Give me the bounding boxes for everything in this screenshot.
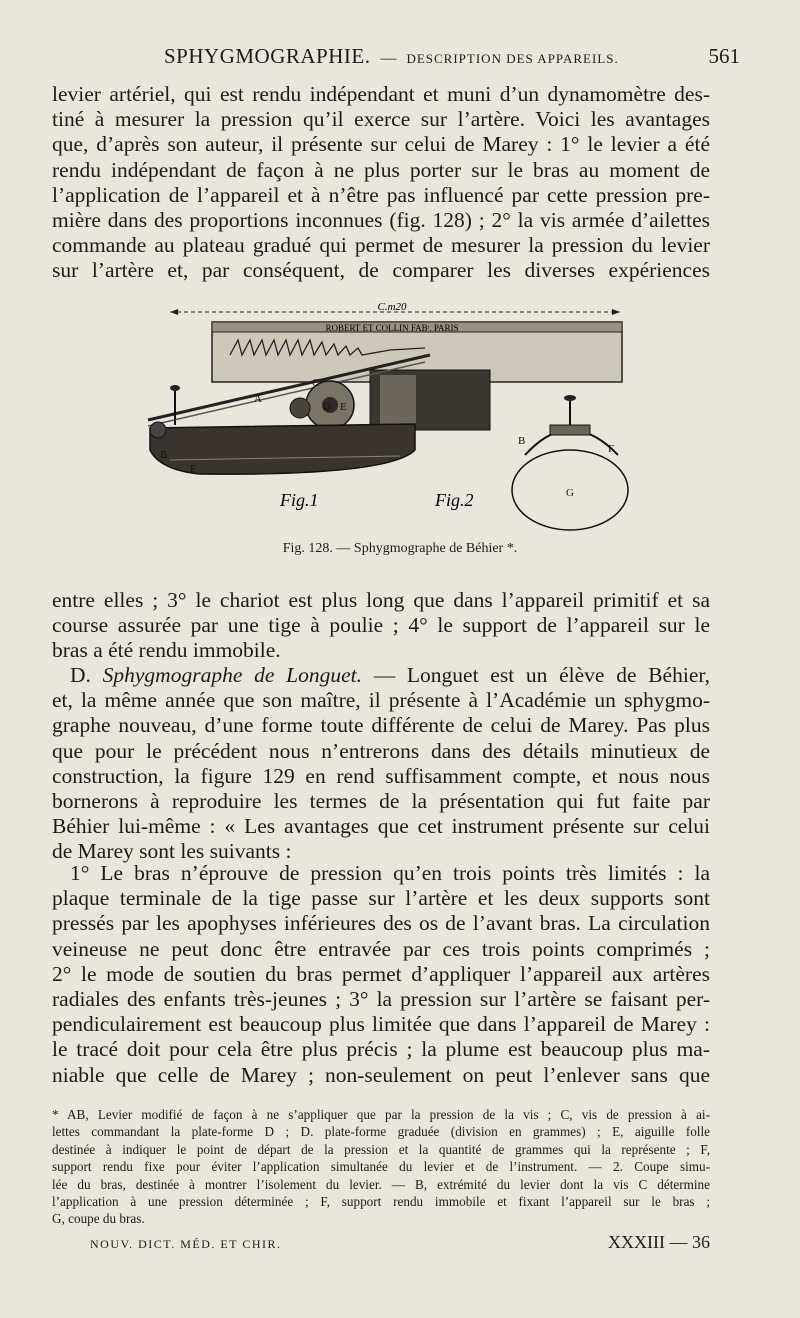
text-line: sur l’artère et, par conséquent, de comparer les diverses expériences (52, 258, 710, 283)
text-line: levier artériel, qui est rendu indépendant et muni d’un dynamomètre des- (52, 82, 710, 106)
section-label: D. (70, 663, 91, 687)
running-head-left (164, 44, 619, 69)
section-d (52, 663, 710, 865)
figure-letter: A (254, 393, 262, 405)
figure-letter: D (323, 401, 331, 413)
figure-2-label: Fig.2 (435, 490, 474, 510)
figure-letter: C (312, 377, 320, 389)
text-line: plaque terminale de la tige passe sur l’artère et les deux supports sont (52, 886, 710, 911)
text-line: 1° Le bras n’éprouve de pression qu’en trois points très limités : la (70, 861, 710, 885)
figure-1-label: Fig.1 (280, 490, 319, 510)
sphygmograph-illustration (130, 300, 650, 550)
text-line: 2° le mode de soutien du bras permet d’appliquer l’appareil aux artères (52, 961, 710, 986)
figure-maker-label: ROBERT ET COLLIN FABᵗ. PARIS (325, 323, 459, 333)
footnote (52, 1106, 710, 1228)
signature-right: XXXIII — 36 (608, 1232, 710, 1252)
text-line: niable que celle de Marey ; non-seulement on peut l’enlever sans que (52, 1062, 710, 1087)
paragraph-4 (52, 861, 710, 1088)
text-line: mière dans des proportions inconnues (fig. 128) ; 2° la vis armée d’ailettes (52, 208, 710, 233)
figure-letter: F (608, 443, 615, 455)
text-line: rendu indépendant de façon à ne plus porter sur le bras au moment de (52, 157, 710, 182)
text-line: commande au plateau gradué qui permet de mesurer la pression du levier (52, 233, 710, 258)
running-head (52, 44, 748, 72)
section-first-line: — Longuet est un élève de Béhier, (373, 663, 711, 687)
text-line: bornerons à reproduire les termes de la présentation qui fut faite par (52, 789, 710, 814)
text-line: que, d’après son auteur, il présente sur celui de Marey : 1° le levier a été (52, 132, 710, 157)
footnote-line: support rendu fixe pour éviter l’application simultanée du levier et de l’instrument. — 2. Coupe simu- (52, 1159, 710, 1175)
footnote-line: lée du bras, destinée à montrer l’isolement du levier. — B, extrémité du levier dont la vis C détermine (52, 1176, 710, 1192)
text-line: l’application de l’appareil et à n’être pas influencé par cette pression pre- (52, 182, 710, 207)
footnote-line: l’application à une pression déterminée ; F, support rendu immobile et fixant l’appareil sur le bras ; (52, 1194, 710, 1210)
text-line: Béhier lui-même : « Les avantages que cet instrument présente sur celui (52, 814, 710, 839)
footnote-line: * AB, Levier modifié de façon à ne s’appliquer que par la pression de la vis ; C, vis de pression à ai- (52, 1107, 710, 1122)
text-line: tiné à mesurer la pression qu’il exerce sur l’artère. Voici les avantages (52, 107, 710, 132)
text-line: de Marey sont les suivants : (52, 839, 292, 864)
text-line: bras a été rendu immobile. (52, 638, 281, 663)
text-line: graphe nouveau, d’une forme toute différente de celui de Marey. Pas plus (52, 713, 710, 738)
figure-letter: E (340, 401, 347, 413)
text-line: pressés par les apophyses inférieures des os de l’avant bras. La circulation (52, 911, 710, 936)
text-line: et, la même année que son maître, il présente à l’Académie un sphygmo- (52, 688, 710, 713)
text-line: que pour le précédent nous n’entrerons dans des détails minutieux de (52, 738, 710, 763)
figure-dimension-label: C.m20 (377, 301, 407, 313)
text-line: course assurée par une tige à poulie ; 4° le support de l’appareil sur le (52, 613, 710, 638)
page-number: 561 (708, 44, 740, 68)
text-line: le tracé doit pour cela être plus précis ; la plume est beaucoup plus ma- (52, 1037, 710, 1062)
footnote-line: lettes commandant la plate-forme D ; D. plate-forme graduée (division en grammes) ; E, aiguille folle (52, 1124, 710, 1140)
figure-caption: Fig. 128. — Sphygmographe de Béhier *. (282, 541, 518, 556)
figure-letter: B (160, 449, 168, 461)
running-head-subtitle: DESCRIPTION DES APPAREILS. (406, 51, 619, 66)
section-heading-line (52, 663, 710, 688)
text-line: construction, la figure 129 en rend suffisamment compte, et nous nous (52, 763, 710, 788)
text-line: entre elles ; 3° le chariot est plus long que dans l’appareil primitif et sa (52, 588, 710, 612)
footnote-line: destinée à indiquer le point de départ de la pression et la quantité de grammes qui la représente ; F, (52, 1141, 710, 1157)
running-head-title: SPHYGMOGRAPHIE. (164, 44, 371, 68)
footnote-line: G, coupe du bras. (52, 1211, 145, 1227)
text-line: veineuse ne peut donc être entravée par ces trois points comprimés ; (52, 936, 710, 961)
text-line: radiales des enfants très-jeunes ; 3° la pression sur l’artère se faisant per- (52, 987, 710, 1012)
signature-left: NOUV. DICT. MÉD. ET CHIR. (90, 1237, 282, 1251)
paragraph-1 (52, 82, 710, 284)
figure-letter: B (518, 435, 526, 447)
signature-line (60, 1232, 710, 1256)
figure-letter: F (190, 463, 197, 475)
section-title: Sphygmographe de Longuet. (102, 663, 362, 687)
paragraph-2 (52, 588, 710, 664)
text-line: pendiculairement est beaucoup plus limitée que dans l’appareil de Marey : (52, 1012, 710, 1037)
running-head-separator: — (380, 50, 397, 67)
figure-letter: G (566, 487, 574, 499)
